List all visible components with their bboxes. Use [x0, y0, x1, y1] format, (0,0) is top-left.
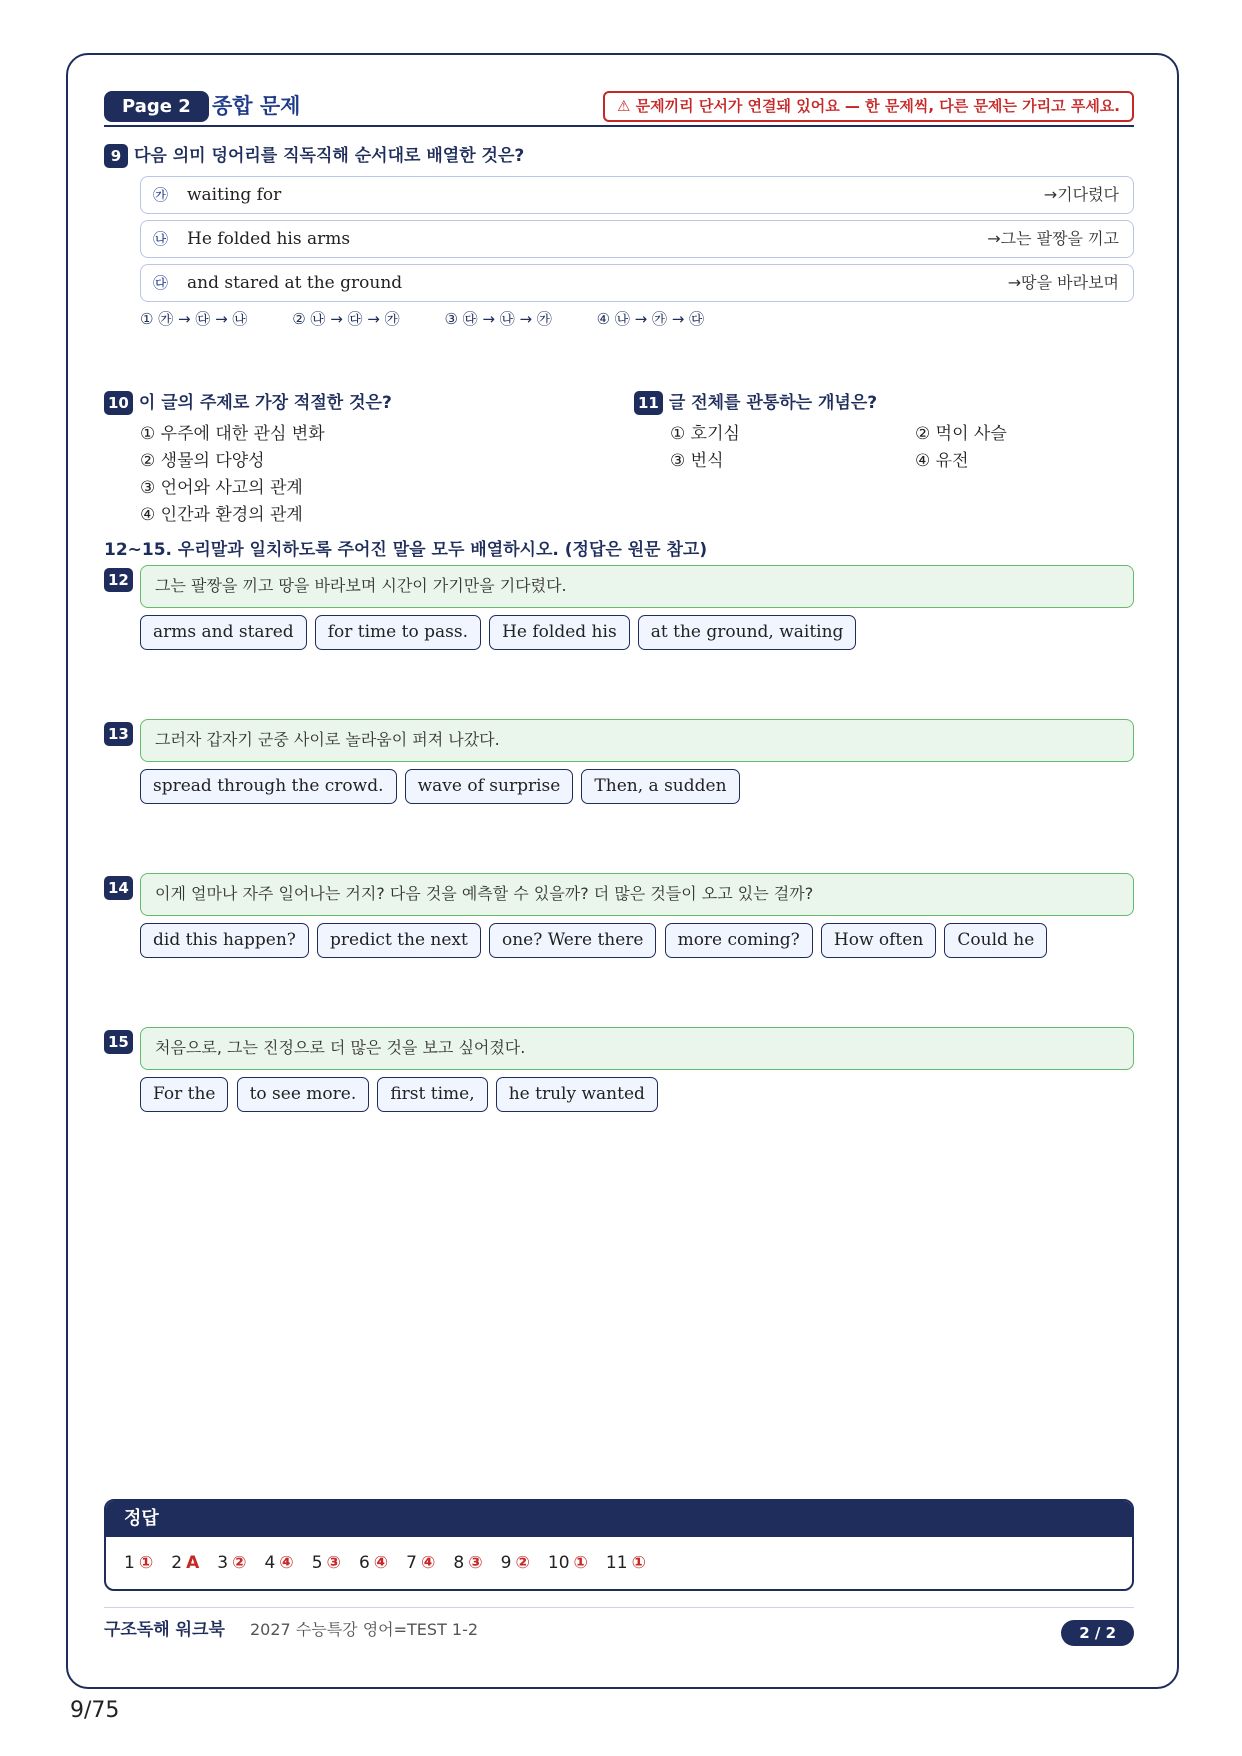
footer-page-badge: 2 / 2: [1061, 1620, 1134, 1646]
answer-value: ③: [468, 1553, 483, 1573]
korean-sentence: 그러자 갑자기 군중 사이로 놀라움이 퍼져 나갔다.: [140, 719, 1134, 762]
chunk-mark: ㉮: [153, 186, 169, 204]
word-tiles: [140, 1077, 661, 1112]
word-tile[interactable]: spread through the crowd.: [140, 769, 397, 804]
chunk-english: He folded his arms: [187, 229, 351, 249]
answer-number: 3: [217, 1553, 229, 1573]
answer-number: 1: [124, 1553, 135, 1573]
answer-number: 4: [264, 1553, 276, 1573]
answer-item: [406, 1553, 435, 1573]
question-number: 12: [104, 568, 133, 592]
option-4[interactable]: ④ ㉯ → ㉮ → ㉰: [596, 310, 705, 328]
word-tile[interactable]: He folded his: [489, 615, 630, 650]
answer-item: [171, 1553, 199, 1573]
question-title: 다음 의미 덩어리를 직독직해 순서대로 배열한 것은?: [134, 146, 525, 166]
word-tile[interactable]: predict the next: [317, 923, 481, 958]
answer-item: [606, 1553, 646, 1573]
option-3[interactable]: ③ 번식: [670, 451, 724, 471]
option-3[interactable]: ③ ㉰ → ㉯ → ㉮: [444, 310, 552, 328]
answer-item: [501, 1553, 530, 1573]
answer-item: [217, 1553, 246, 1573]
answer-item: [124, 1553, 153, 1573]
option-2[interactable]: ② ㉯ → ㉰ → ㉮: [292, 310, 400, 328]
word-tiles: [140, 769, 743, 804]
page-footer: [104, 1607, 1134, 1647]
warning-banner: ⚠ 문제끼리 단서가 연결돼 있어요 — 한 문제씩, 다른 문제는 가리고 푸세요.: [603, 91, 1134, 122]
word-tile[interactable]: more coming?: [665, 923, 813, 958]
word-tile[interactable]: to see more.: [237, 1077, 370, 1112]
word-tile[interactable]: at the ground, waiting: [638, 615, 857, 650]
answer-number: 10: [547, 1553, 570, 1573]
question-number: 14: [104, 876, 133, 900]
option-4[interactable]: ④ 유전: [915, 451, 969, 471]
answer-item: [548, 1553, 588, 1573]
word-tile[interactable]: Then, a sudden: [581, 769, 739, 804]
answer-value: ②: [515, 1553, 530, 1573]
document-page-count: 9/75: [70, 1698, 120, 1723]
option-1[interactable]: ① 우주에 대한 관심 변화: [140, 424, 325, 444]
page-title: 종합 문제: [212, 94, 301, 118]
answer-number: 9: [500, 1553, 512, 1573]
question-11: [634, 391, 1134, 475]
question-9: [104, 144, 1134, 330]
word-tile[interactable]: Could he: [944, 923, 1047, 958]
word-tiles: [140, 923, 1050, 958]
page-label: Page 2: [104, 91, 209, 122]
question-number: 15: [104, 1030, 133, 1054]
answer-value: ①: [573, 1553, 588, 1573]
question-11-options: [670, 421, 1134, 475]
answer-value: A: [186, 1553, 200, 1573]
answer-item: [264, 1553, 293, 1573]
question-number: 10: [104, 391, 133, 415]
answer-item: [312, 1553, 341, 1573]
question-number: 9: [104, 144, 128, 168]
chunk-english: and stared at the ground: [187, 273, 403, 293]
chunk-item: [140, 220, 1134, 258]
worksheet-content: [104, 91, 1134, 1642]
answer-number: 7: [406, 1553, 417, 1573]
option-1[interactable]: ① 호기심: [670, 424, 740, 444]
page-header: [104, 91, 1134, 127]
answer-number: 2: [171, 1553, 183, 1573]
answer-value: ④: [373, 1553, 389, 1573]
word-tile[interactable]: did this happen?: [140, 923, 309, 958]
word-tile[interactable]: How often: [821, 923, 936, 958]
question-title: 이 글의 주제로 가장 적절한 것은?: [138, 393, 392, 413]
word-tile[interactable]: wave of surprise: [405, 769, 574, 804]
chunk-korean: →그는 팔짱을 끼고: [987, 229, 1119, 248]
arrange-section-header: 12~15. 우리말과 일치하도록 주어진 말을 모두 배열하시오. (정답은 원문 참고): [104, 540, 708, 560]
option-4[interactable]: ④ 인간과 환경의 관계: [140, 505, 303, 525]
answer-key: [104, 1499, 1134, 1591]
answer-value: ①: [631, 1553, 646, 1573]
word-tiles: [140, 615, 859, 650]
word-tile[interactable]: for time to pass.: [315, 615, 481, 650]
chunk-korean: →땅을 바라보며: [1007, 273, 1119, 292]
answer-value: ④: [279, 1553, 294, 1573]
answer-value: ④: [421, 1553, 436, 1573]
footer-brand: 구조독해 워크북: [104, 1620, 225, 1640]
question-number: 13: [104, 722, 133, 746]
answer-value: ①: [138, 1553, 154, 1573]
word-tile[interactable]: first time,: [377, 1077, 487, 1112]
word-tile[interactable]: one? Were there: [489, 923, 657, 958]
chunk-mark: ㉯: [153, 230, 169, 248]
option-1[interactable]: ① ㉮ → ㉰ → ㉯: [140, 310, 248, 328]
option-2[interactable]: ② 먹이 사슬: [915, 424, 1007, 444]
answer-value: ②: [232, 1553, 247, 1573]
answer-number: 8: [453, 1553, 465, 1573]
chunk-english: waiting for: [187, 185, 282, 205]
answer-key-title: 정답: [106, 1501, 1132, 1537]
korean-sentence: 그는 팔짱을 끼고 땅을 바라보며 시간이 가기만을 기다렸다.: [140, 565, 1134, 608]
worksheet-page: [66, 53, 1179, 1689]
question-title: 글 전체를 관통하는 개념은?: [668, 393, 878, 413]
chunk-mark: ㉰: [153, 274, 169, 292]
chunk-item: [140, 264, 1134, 302]
option-2[interactable]: ② 생물의 다양성: [140, 451, 265, 471]
answer-list: [106, 1537, 1132, 1589]
question-10-options: [140, 421, 614, 529]
korean-sentence: 처음으로, 그는 진정으로 더 많은 것을 보고 싶어졌다.: [140, 1027, 1134, 1070]
chunk-korean: →기다렸다: [1043, 185, 1119, 204]
answer-number: 5: [311, 1553, 323, 1573]
answer-item: [359, 1553, 388, 1573]
korean-sentence: 이게 얼마나 자주 일어나는 거지? 다음 것을 예측할 수 있을까? 더 많은 것들이 오고 있는 걸까?: [140, 873, 1134, 916]
answer-value: ③: [326, 1553, 341, 1573]
word-tile[interactable]: arms and stared: [140, 615, 307, 650]
option-3[interactable]: ③ 언어와 사고의 관계: [140, 478, 303, 498]
question-10: [104, 391, 614, 529]
word-tile[interactable]: he truly wanted: [496, 1077, 658, 1112]
answer-number: 11: [605, 1553, 628, 1573]
footer-subtitle: 2027 수능특강 영어=TEST 1-2: [250, 1620, 479, 1639]
answer-item: [453, 1553, 482, 1573]
chunk-item: [140, 176, 1134, 214]
answer-number: 6: [358, 1553, 370, 1573]
chunk-list: [140, 176, 1134, 302]
question-number: 11: [634, 391, 663, 415]
word-tile[interactable]: For the: [140, 1077, 228, 1112]
question-9-options: [140, 308, 1134, 330]
